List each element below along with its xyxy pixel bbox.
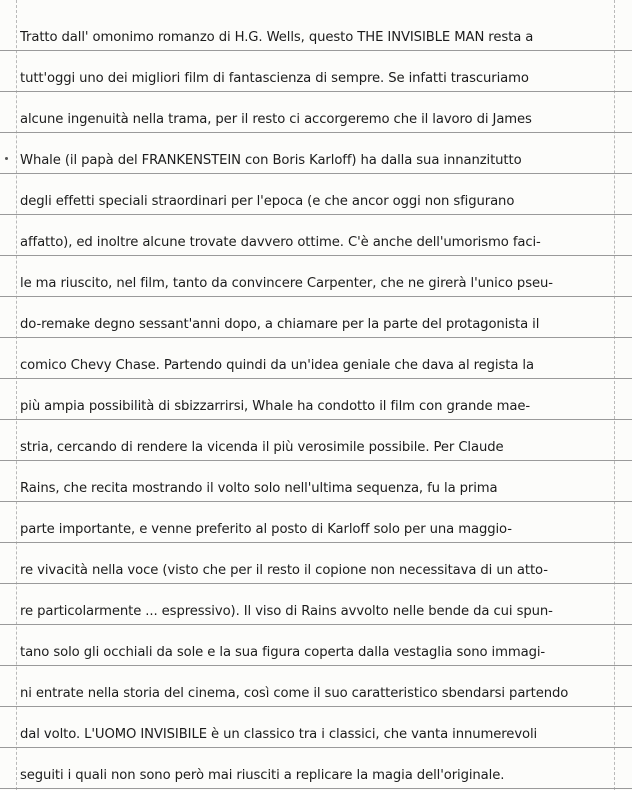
margin-dot	[5, 157, 8, 160]
text-line-16: tano solo gli occhiali da sole e la sua figura coperta dalla vestaglia sono immagi-	[20, 645, 546, 660]
text-line-2: tutt'oggi uno dei migliori film di fantascienza di sempre. Se infatti trascuriamo	[20, 71, 529, 86]
text-line-12: Rains, che recita mostrando il volto solo nell'ultima sequenza, fu la prima	[20, 481, 498, 496]
text-line-19: seguiti i quali non sono però mai riusciti a replicare la magia dell'originale.	[20, 768, 505, 783]
text-line-11: stria, cercando di rendere la vicenda il più verosimile possibile. Per Claude	[20, 440, 504, 455]
text-line-7: le ma riuscito, nel film, tanto da convincere Carpenter, che ne girerà l'unico pseu-	[20, 276, 553, 291]
text-line-13: parte importante, e venne preferito al posto di Karloff solo per una maggio-	[20, 522, 512, 537]
text-line-8: do-remake degno sessant'anni dopo, a chiamare per la parte del protagonista il	[20, 317, 540, 332]
left-margin-line	[16, 0, 18, 790]
text-line-17: ni entrate nella storia del cinema, così come il suo caratteristico sbendarsi partendo	[20, 686, 569, 701]
text-line-14: re vivacità nella voce (visto che per il resto il copione non necessitava di un atto-	[20, 563, 548, 578]
text-line-18: dal volto. L'UOMO INVISIBILE è un classico tra i classici, che vanta innumerevoli	[20, 727, 538, 742]
text-line-6: affatto), ed inoltre alcune trovate davvero ottime. C'è anche dell'umorismo faci-	[20, 235, 541, 250]
text-line-1: Tratto dall' omonimo romanzo di H.G. Wells, questo THE INVISIBLE MAN resta a	[20, 30, 534, 45]
text-line-15: re particolarmente ... espressivo). Il viso di Rains avvolto nelle bende da cui spun-	[20, 604, 553, 619]
text-line-5: degli effetti speciali straordinari per l'epoca (e che ancor oggi non sfigurano	[20, 194, 515, 209]
right-margin-line	[614, 0, 616, 790]
text-line-10: più ampia possibilità di sbizzarrirsi, Whale ha condotto il film con grande mae-	[20, 399, 531, 414]
text-line-4: Whale (il papà del FRANKENSTEIN con Boris Karloff) ha dalla sua innanzitutto	[20, 153, 522, 168]
text-line-9: comico Chevy Chase. Partendo quindi da un'idea geniale che dava al regista la	[20, 358, 534, 373]
text-line-3: alcune ingenuità nella trama, per il resto ci accorgeremo che il lavoro di James	[20, 112, 532, 127]
